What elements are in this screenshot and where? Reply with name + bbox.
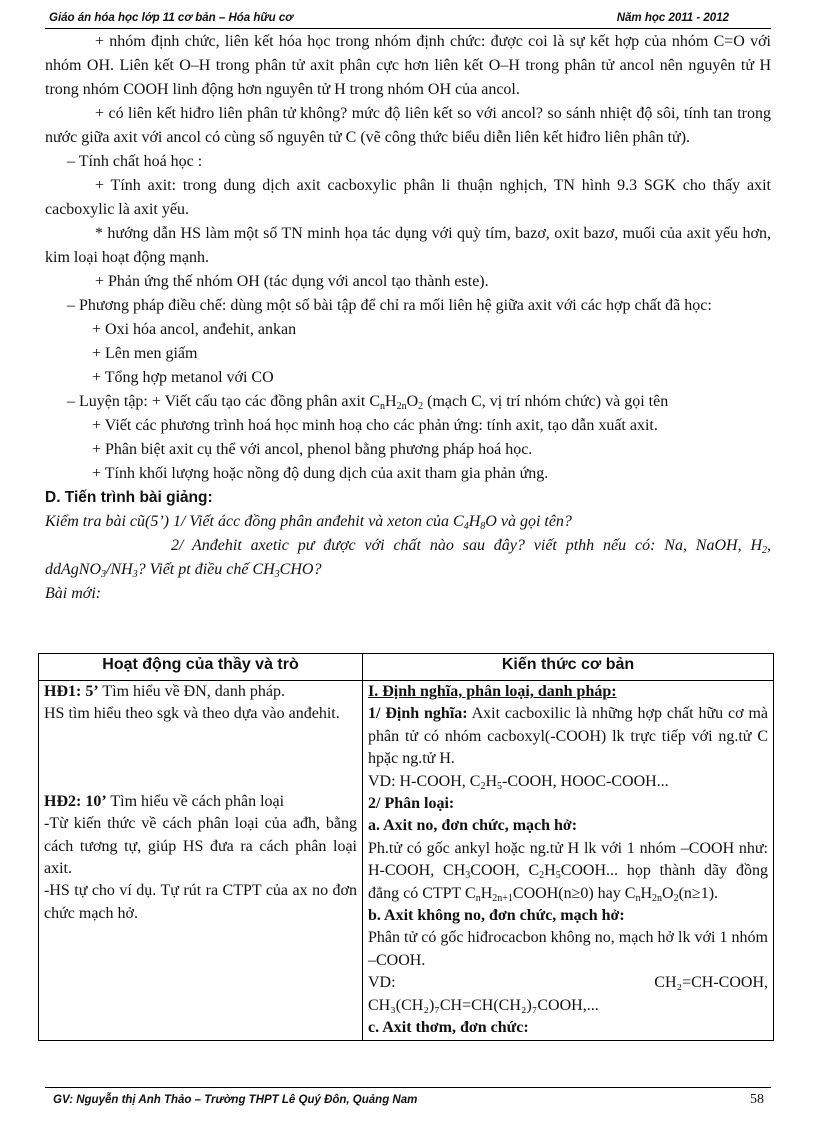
class-a-text: Ph.tử có gốc ankyl hoặc ng.tử H lk với 1 nhóm –COOH như: H-COOH, $CH_3COOH$, $C_2H_5COOH$... họp thành dãy đồng đẳng có CTPT $C_nH_{2n+1}COOH(n\ge 0)$ hay $C_nH_{2n}O_2(n\ge 1)$.	[368, 839, 768, 904]
para-oh-substitution: + Phản ứng thế nhóm OH (tác dụng với ancol tạo thành este).	[95, 273, 489, 290]
header-activities: Hoạt động của thầy và trò	[39, 654, 363, 681]
hd1-line: HĐ1: 5’ Tìm hiểu về ĐN, danh pháp.	[44, 683, 285, 700]
para-hydrogen-bond: + có liên kết hiđro liên phân tử không? mức độ liên kết so với ancol? so sánh nhiệt độ sôi, tính tan trong nước giữa axit với ancol có cùng số nguyên tử C (vẽ công thức biểu diễn liên kết hiđro liên phân tử).	[45, 105, 771, 146]
para-functional-group: + nhóm định chức, liên kết hóa học trong nhóm định chức: được coi là sự kết hợp của nhóm C=O với nhóm OH. Liên kết O–H trong phân tử axit phân cực hơn liên kết O–H trong phân tử ancol nên nguyên tử H trong nhóm COOH linh động hơn nguyên tử H trong nhóm OH của ancol.	[45, 33, 771, 98]
knowledge-cell	[363, 681, 774, 1041]
header-title: Giáo án hóa học lớp 11 cơ bản – Hóa hữu cơ	[49, 12, 293, 24]
footer-author: GV: Nguyễn thị Anh Thảo – Trường THPT Lê Quý Đôn, Quảng Nam	[53, 1094, 418, 1106]
para-preparation: – Phương pháp điều chế: dùng một số bài tập để chỉ ra mối liên hệ giữa axit với các hợp chất đã học:	[67, 297, 712, 314]
classification-heading: 2/ Phân loại:	[368, 795, 455, 813]
hd2-desc-2: -HS tự cho ví dụ. Tự rút ra CTPT của ax no đơn chức mạch hở.	[44, 882, 357, 922]
para-fermentation: + Lên men giấm	[92, 345, 198, 362]
old-lesson-check-1: Kiểm tra bài cũ(5’) 1/ Viết ácc đồng phân anđehit và xeton của $C_4H_8O$ và gọi tên?	[45, 513, 572, 532]
class-b-text: Phân tử có gốc hiđrocacbon không no, mạch hở lk với 1 nhóm –COOH.	[368, 929, 768, 969]
activities-cell	[39, 681, 363, 1041]
class-b-heading: b. Axit không no, đơn chức, mạch hở:	[368, 907, 625, 925]
lesson-table	[38, 653, 774, 1041]
sec1-heading: I. Định nghĩa, phân loại, danh pháp:	[368, 683, 617, 700]
para-acidity: + Tính axit: trong dung dịch axit cacboxylic phân li thuận nghịch, TN hình 9.3 SGK cho thấy axit cacboxylic là axit yếu.	[45, 177, 771, 218]
para-experiments: * hướng dẫn HS làm một số TN minh họa tác dụng với quỳ tím, bazơ, oxit bazơ, muối của axit yếu hơn, kim loại hoạt động mạnh.	[45, 225, 771, 266]
definition-examples: VD: H-COOH, $C_2H_5$-COOH, HOOC-COOH...	[368, 772, 669, 792]
page-header	[45, 6, 771, 29]
para-oxidation: + Oxi hóa ancol, anđehit, ankan	[92, 321, 297, 338]
header-knowledge: Kiến thức cơ bản	[363, 654, 774, 681]
hd1-desc: HS tìm hiểu theo sgk và theo dựa vào anđehit.	[44, 705, 340, 723]
para-chemical-properties: – Tính chất hoá học :	[67, 153, 203, 170]
para-practice: – Luyện tập: + Viết cấu tạo các đồng phân axit $C_nH_{2n}O_2$ (mạch C, vị trí nhóm chức) và gọi tên	[67, 393, 669, 412]
old-lesson-check-2: 2/ Anđehit axetic pư được với chất nào sau đây? viết pthh nếu có: Na, NaOH, $H_2$, $ddAgNO_3/NH_3$? Viết pt điều chế $CH_3CHO$?	[45, 537, 771, 580]
class-a-heading: a. Axit no, đơn chức, mạch hở:	[368, 817, 578, 835]
class-b-example: VD: CH₂=CH-COOH,	[368, 974, 768, 992]
para-distinguish: + Phân biệt axit cụ thể với ancol, phenol bằng phương pháp hoá học.	[92, 441, 533, 458]
footer-divider	[45, 1087, 771, 1088]
hd2-line: HĐ2: 10’ Tìm hiểu về cách phân loại	[44, 792, 285, 810]
para-equations: + Viết các phương trình hoá học minh hoạ cho các phản ứng: tính axit, tạo dẫn xuất axit.	[92, 417, 658, 434]
definition: 1/ Định nghĩa: Axit cacboxilic là những hợp chất hữu cơ mà phân tử có nhóm cacboxyl(-COOH) lk trực tiếp với ng.tử C hpặc ng.tử H.	[368, 705, 768, 768]
table-header-row	[39, 654, 774, 681]
section-heading-d: D. Tiến trình bài giảng:	[45, 489, 213, 506]
hd2-desc-1: -Từ kiến thức về cách phân loại của ađh, bằng cách tương tự, giúp HS đưa ra cách phân loại axit.	[44, 815, 357, 878]
new-lesson-label: Bài mới:	[45, 585, 102, 602]
header-year: Năm học 2011 - 2012	[616, 12, 729, 24]
lesson-body	[45, 30, 771, 606]
para-mass-calc: + Tính khối lượng hoặc nồng độ dung dịch của axit tham gia phản ứng.	[92, 465, 549, 482]
class-b-example-2: CH₃(CH₂)₇CH=CH(CH₂)₇COOH,...	[368, 996, 599, 1014]
para-methanol-co: + Tổng hợp metanol với CO	[92, 369, 274, 386]
table-row	[39, 681, 774, 1041]
page-number: 58	[750, 1092, 764, 1107]
class-c-heading: c. Axit thơm, đơn chức:	[368, 1019, 529, 1037]
